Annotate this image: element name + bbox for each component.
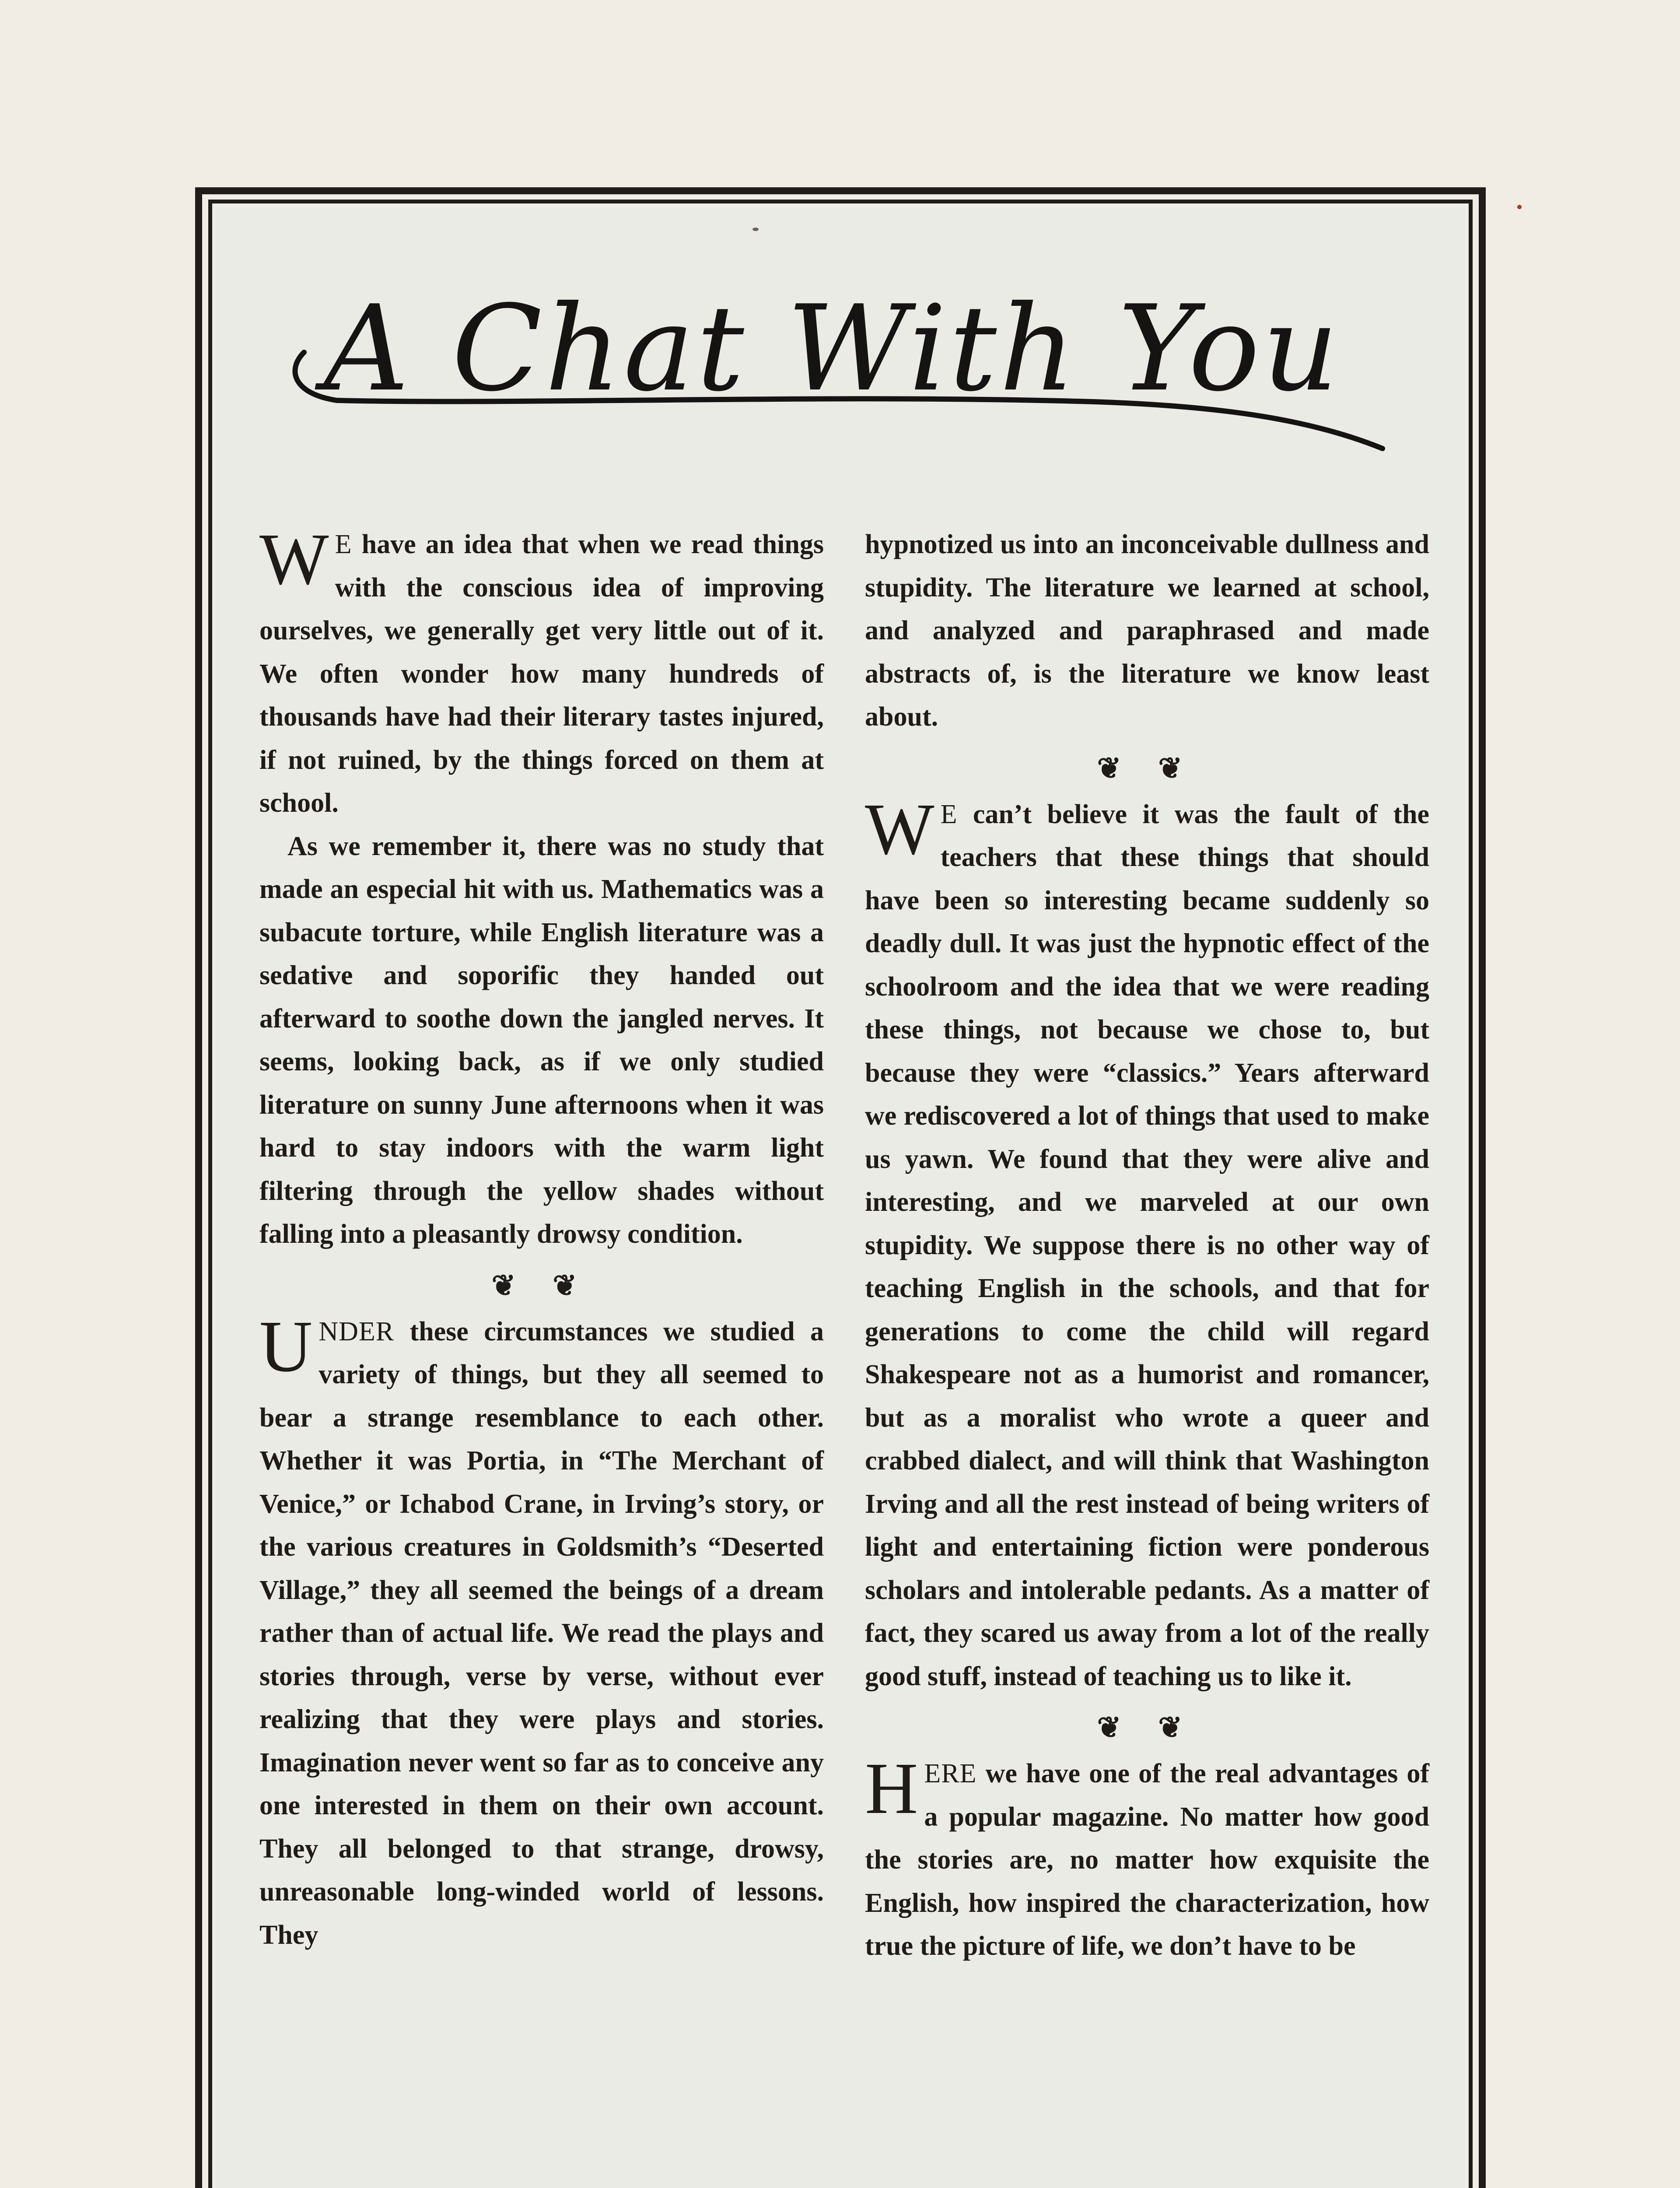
ink-speck [1517,205,1522,209]
ink-speck [752,228,759,231]
small-caps: ERE [924,1759,977,1788]
ornament-separator: ❦ ❦ [1097,752,1197,785]
small-caps: E [940,799,958,829]
ornament-separator: ❦ ❦ [491,1269,592,1302]
paragraph [259,519,824,825]
left-column [259,519,824,1957]
paragraph [865,1748,1429,1968]
drop-cap: U [259,1305,313,1387]
paragraph: As we remember it, there was no study that made an especial hit with us. Mathematics was a subacute torture, while English literature was a sedative and soporific they handed out afterward to soothe down the jangled nerves. It seems, looking back, as if we only studied literature on sunny June afternoons when it was hard to stay indoors with the warm light filtering through the yellow shades without falling into a pleasantly drowsy condition. [259,831,824,1249]
ornament-separator: ❦ ❦ [1097,1712,1197,1744]
paragraph-text: can’t believe it was the fault of the teachers that these things that should have been so interesting became suddenly so deadly dull. It was just the hypnotic effect of the schoolroom and the idea that we were reading these things, not because we chose to, but because they were “classics.” Years afterward we rediscovered a lot of things that used to make us yawn. We found that they were alive and interesting, and we marveled at our own stupidity. We suppose there is no other way of teaching English in the schools, and that for generations to come the child will regard Shakespeare not as a humorist and romancer, but as a moralist who wrote a queer and crabbed dialect, and will think that Washington Irving and all the rest instead of being writers of light and entertaining fiction were ponderous scholars and intolerable pedants. As a matter of fact, they scared us away from a lot of the really good stuff, instead of teaching us to like it. [865,799,1429,1691]
paragraph-text: have an idea that when we read things with the conscious idea of improving ourselves, we generally get very little out of it. We often wonder how many hundreds of thousands have had their literary tastes injured, if not ruined, by the things forced on them at school. [259,529,824,818]
drop-cap: W [259,519,329,600]
paragraph [259,1305,824,1957]
small-caps: NDER [318,1316,395,1346]
drop-cap: H [865,1748,918,1829]
small-caps: E [335,529,352,559]
paragraph-text: these circumstances we studied a variety of things, but they all seemed to bear a strange resemblance to each other. Whether it was Portia, in “The Merchant of Venice,” or Ichabod Crane, in Irving’s story, or the various creatures in Goldsmith’s “Deserted Village,” they all seemed the beings of a dream rather than of actual life. We read the plays and stories through, verse by verse, without ever realizing that they were plays and stories. Imagination never went so far as to conceive any one interested in them on their own account. They all belonged to that strange, drowsy, unreasonable long-winded world of lessons. They [259,1316,824,1950]
drop-cap: W [865,788,934,870]
paragraph: hypnotized us into an inconceivable dullness and stupidity. The literature we learned at school, and analyzed and paraphrased and made abstracts of, is the literature we know least about. [865,529,1429,732]
title-heading [262,263,1444,508]
title-text: A Chat With You [324,280,1341,417]
right-column [865,523,1429,1968]
paragraph [865,788,1429,1698]
paragraph-text: we have one of the real advantages of a popular magazine. No matter how good the stories are, no matter how exquisite the English, how inspired the characterization, how true the picture of life, we don’t have to be [865,1759,1429,1961]
